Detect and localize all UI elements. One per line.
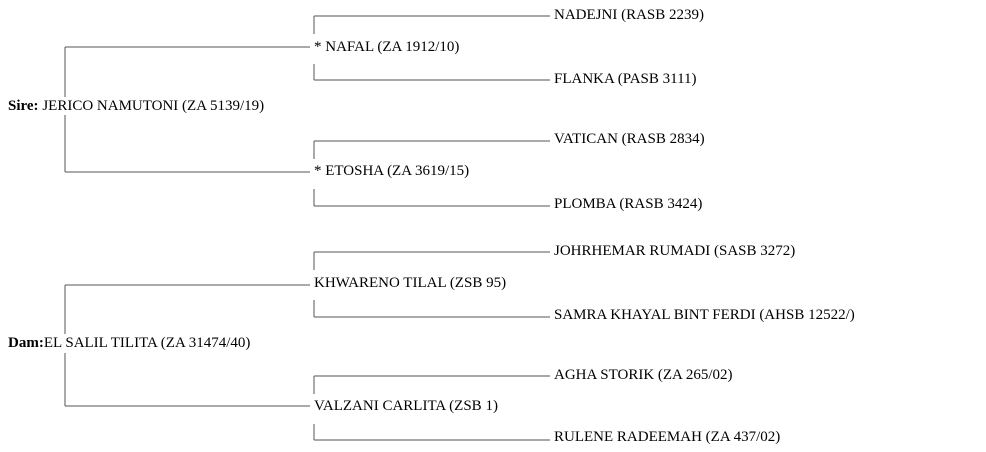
dam-name: EL SALIL TILITA (ZA 31474/40) [43, 335, 251, 351]
dam-dam-dam-name: RULENE RADEEMAH (ZA 437/02) [554, 429, 781, 445]
sire-name: JERICO NAMUTONI (ZA 5139/19) [42, 98, 265, 114]
sire-sire-dam-name: FLANKA (PASB 3111) [554, 71, 697, 87]
dam-sire-sire-name: JOHRHEMAR RUMADI (SASB 3272) [554, 243, 796, 259]
dam-sire-dam-name: SAMRA KHAYAL BINT FERDI (AHSB 12522/) [554, 307, 855, 323]
sire-label: Sire: [8, 98, 39, 114]
dam-label: Dam: [8, 335, 44, 351]
dam-sire-name: KHWARENO TILAL (ZSB 95) [314, 275, 507, 291]
sire-sire-sire-name: NADEJNI (RASB 2239) [554, 7, 704, 23]
sire-sire-name: * NAFAL (ZA 1912/10) [314, 39, 460, 55]
dam-row [8, 334, 250, 352]
sire-dam-name: * ETOSHA (ZA 3619/15) [314, 163, 470, 179]
dam-dam-sire-name: AGHA STORIK (ZA 265/02) [554, 367, 733, 383]
sire-dam-sire-name: VATICAN (RASB 2834) [554, 131, 705, 147]
sire-row [8, 97, 264, 115]
sire-dam-dam-name: PLOMBA (RASB 3424) [554, 196, 703, 212]
dam-dam-name: VALZANI CARLITA (ZSB 1) [314, 398, 498, 414]
